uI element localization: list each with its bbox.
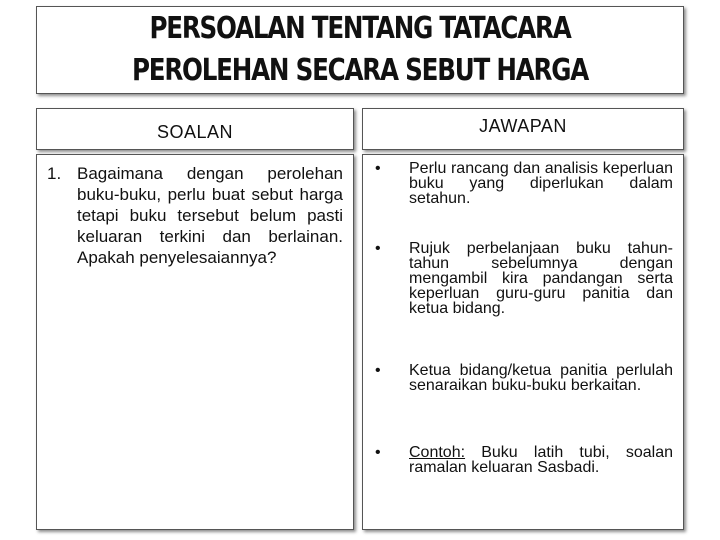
example-label: Contoh: <box>409 444 466 461</box>
bullet-icon: • <box>375 160 381 177</box>
bullet-icon: • <box>375 240 381 257</box>
answer-text-4 <box>409 445 673 475</box>
bullet-icon: • <box>375 362 381 379</box>
answer-item-3 <box>373 363 673 393</box>
soalan-header-label: SOALAN <box>156 122 234 142</box>
soalan-column-header <box>36 108 354 150</box>
question-item <box>45 163 343 268</box>
answer-item-1 <box>373 161 673 206</box>
question-text: Bagaimana dengan perolehan buku-buku, perlu buat sebut harga tetapi buku tersebut belum pasti keluaran terkini dan berlainan. Apakah penyelesaiannya? <box>77 164 343 267</box>
title-line-2: PEROLEHAN SECARA SEBUT HARGA <box>131 53 589 88</box>
jawapan-column-body <box>362 154 684 530</box>
answer-text-3: Ketua bidang/ketua panitia perlulah senaraikan buku-buku berkaitan. <box>409 362 673 394</box>
answer-text-2: Rujuk perbelanjaan buku tahun-tahun sebelumnya dengan mengambil kira pandangan serta keperluan guru-guru panitia dan ketua bidang. <box>409 240 673 317</box>
answer-text-1: Perlu rancang dan analisis keperluan buku yang diperlukan dalam setahun. <box>409 160 673 207</box>
answer-item-4 <box>373 445 673 475</box>
title-box <box>36 6 684 94</box>
question-number: 1. <box>47 164 62 183</box>
jawapan-column-header <box>362 108 684 150</box>
bullet-icon: • <box>375 444 381 461</box>
title-line-1: PERSOALAN TENTANG TATACARA <box>149 11 571 46</box>
jawapan-header-label: JAWAPAN <box>479 116 567 136</box>
answer-item-2 <box>373 241 673 316</box>
example-text: Buku latih tubi, soalan ramalan keluaran Sasbadi. <box>409 444 673 476</box>
soalan-column-body <box>36 154 354 530</box>
